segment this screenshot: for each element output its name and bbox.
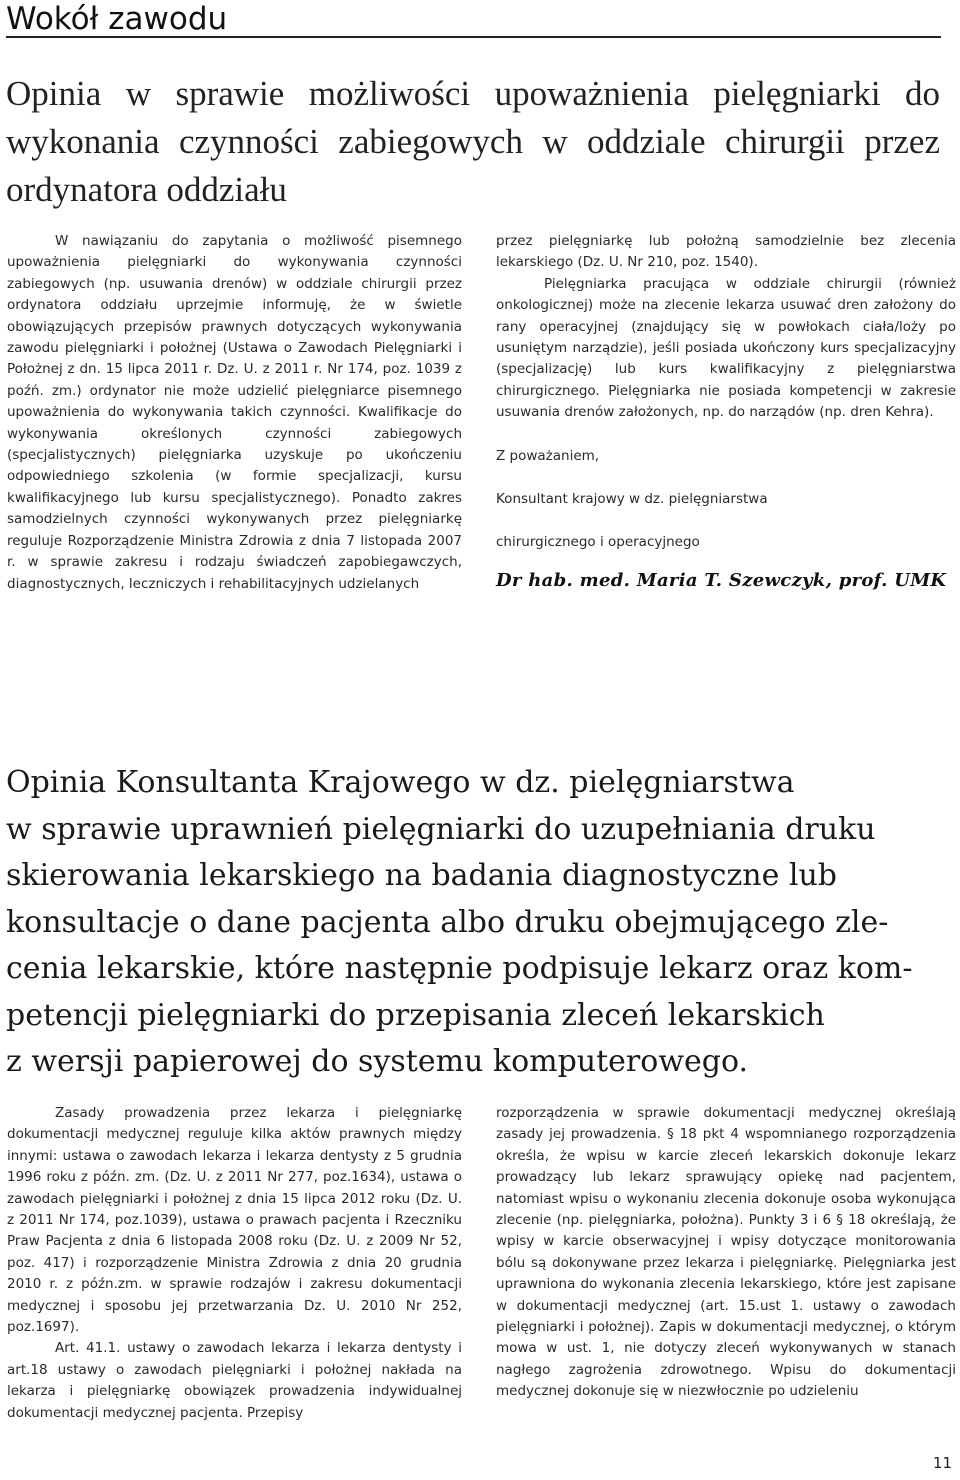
article1-paragraph-2: przez pielęgniarkę lub położną samodzielnie bez zlecenia lekarskiego (Dz. U. Nr 210, poz. 1540). (496, 233, 956, 271)
article2-title-line: w sprawie uprawnień pielęgniarki do uzupełniania druku (6, 811, 876, 847)
section-header (6, 0, 941, 38)
author-signature: Dr hab. med. Maria T. Szewczyk, prof. UMK (496, 569, 947, 591)
article2-title-line: z wersji papierowej do systemu komputerowego. (6, 1044, 749, 1079)
article2-paragraph-3: rozporządzenia w sprawie dokumentacji medycznej określają zasady jej prowadzenia. § 18 pkt 4 wspomnianego rozporządzenia określa, że wpisu w karcie zleceń lekarskich dokonuje lekarz prowadzący lub lekarz sprawujący opiekę nad pacjentem, natomiast wpisu o wykonaniu zlecenia dokonuje osoba wykonująca zlecenie (np. pielęgniarka, położna). Punkty 3 i 6 § 18 określają, że wpisy w karcie obserwacyjnej i wpisy dotyczące monitorowania bólu są dokonywane przez lekarza i pielęgniarkę. Pielęgniarka jest uprawniona do wykonania zlecenia lekarskiego, które jest zapisane w dokumentacji medycznej (art. 15.ust 1. ustawy o zawodach pielęgniarki i położnej). Zapis w dokumentacji medycznej, o którym mowa w ust. 1, nie dotyczy zleceń wykonywanych w stanach nagłego zagrożenia zdrowotnego. Wpisu do dokumentacji medycznej dokonuje się w niezwłocznie po udzieleniu (496, 1105, 956, 1400)
article1-paragraph-1: W nawiązaniu do zapytania o możliwość pisemnego upoważnienia pielęgniarki do wykonywania czynności zabiegowych (np. usuwania drenów) w oddziale chirurgii przez ordynatora oddziału uprzejmie informuję, że w świetle obowiązujących przepisów prawnych dotyczących wykonywania zawodu pielęgniarki i położnej (Ustawa o Zawodach Pielęgniarki i Położnej z dn. 15 lipca 2011 r. Dz. U. z 2011 r. Nr 174, poz. 1039 z poźń. zm.) ordynator nie może udzielić pielęgniarce pisemnego upoważnienia do wykonywania takich czynności. Kwalifikacje do wykonywania określonych czynności zabiegowych (specjalistycznych) pielęgniarka uzyskuje po ukończeniu odpowiedniego szkolenia (w formie specjalizacji, kursu kwalifikacyjnego lub kursu specjalistycznego). Ponadto zakres samodzielnych czynności wykonywanych przez pielęgniarkę reguluje Rozporządzenie Ministra Zdrowia z dnia 7 listopada 2007 r. w sprawie zakresu i rodzaju świadczeń zapobiegawczych, diagnostycznych, leczniczych i rehabilitacyjnych udzielanych (7, 233, 462, 592)
page-number: 11 (932, 1454, 952, 1472)
article1-paragraph-3: Pielęgniarka pracująca w oddziale chirurgii (również onkologicznej) może na zlecenie lekarza usuwać dren założony do rany operacyjnej (znajdujący się w powłokach ciała/loży po usuniętym narządzie), jeśli posiada ukończony kurs specjalizacyjny (specjalizację) lub kurs kwalifikacyjny z pielęgniarstwa chirurgicznego. Pielęgniarka nie posiada kompetencji w zakresie usuwania drenów założonych, np. do narządów (np. dren Kehra). (496, 275, 956, 421)
article2-title-line: konsultacje o dane pacjenta albo druku obejmującego zle- (6, 904, 889, 940)
article2-column-left (7, 1103, 462, 1424)
article2-title (6, 760, 940, 1086)
article2-title-line: Opinia Konsultanta Krajowego w dz. pielęgniarstwa (6, 765, 795, 800)
section-title: Wokół zawodu (6, 1, 228, 37)
article2-title-line: petencji pielęgniarki do przepisania zleceń lekarskich (6, 997, 825, 1033)
article1-column-left (7, 231, 462, 595)
article1-title: Opinia w sprawie możliwości upoważnienia pielęgniarki do wykonania czynności zabiegowych w oddziale chirurgii przez ordynatora oddziału (6, 74, 940, 209)
author-role-line2: chirurgicznego i operacyjnego (496, 534, 700, 551)
article2-title-line: cenia lekarskie, które następnie podpisuje lekarz oraz kom- (6, 951, 913, 986)
closing-text: Z poważaniem, (496, 447, 600, 464)
article2-paragraph-1: Zasady prowadzenia przez lekarza i pielęgniarkę dokumentacji medycznej reguluje kilka aktów prawnych między innymi: ustawa o zawodach lekarza i lekarza dentysty z 5 grudnia 1996 roku z późn. zm. (Dz. U. z 2011 Nr 277, poz.1634), ustawa o zawodach pielęgniarki i położnej z dnia 15 lipca 2012 roku (Dz. U. z 2011 Nr 174, poz.1039), ustawa o prawach pacjenta i Rzeczniku Praw Pacjenta z dnia 6 listopada 2008 roku (Dz. U. z 2009 Nr 52, poz. 417) i rozporządzenie Ministra Zdrowia z dnia 20 grudnia 2010 r. z późn.zm. w sprawie rodzajów i zakresu dokumentacji medycznej i sposobu jej przetwarzania Dz. U. 2010 Nr 252, poz.1697). (7, 1105, 462, 1336)
article2-paragraph-2: Art. 41.1. ustawy o zawodach lekarza i lekarza dentysty i art.18 ustawy o zawodach pielęgniarki i położnej nakłada na lekarza i pielęgniarkę obowiązek prowadzenia indywidualnej dokumentacji medycznej pacjenta. Przepisy (7, 1340, 462, 1421)
author-role-line1: Konsultant krajowy w dz. pielęgniarstwa (496, 491, 768, 508)
article2-title-line: skierowania lekarskiego na badania diagnostyczne lub (6, 858, 837, 893)
article1-column-right (496, 231, 956, 591)
article2-column-right (496, 1103, 956, 1403)
